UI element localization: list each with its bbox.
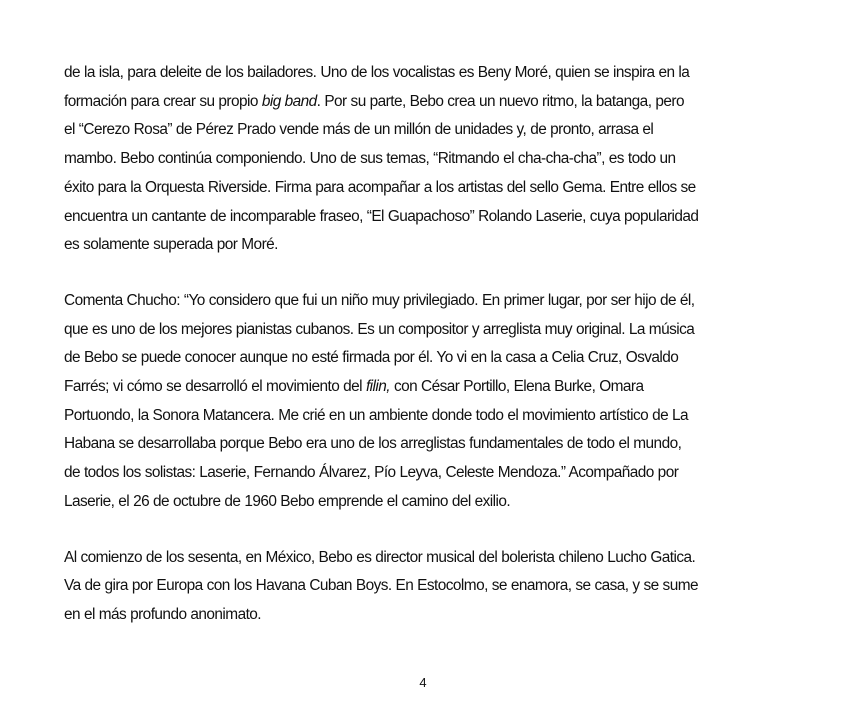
text-run: en el más profundo anonimato. xyxy=(64,605,262,623)
paragraph-line xyxy=(64,402,794,431)
text-run: Al comienzo de los sesenta, en México, Bebo es director musical del bolerista chileno Lucho Gatica. xyxy=(64,548,696,566)
text-run: formación para crear su propio xyxy=(64,92,262,110)
paragraph-line xyxy=(64,459,794,488)
text-run: el “Cerezo Rosa” de Pérez Prado vende más de un millón de unidades y, de pronto, arrasa el xyxy=(64,121,654,139)
document-body xyxy=(64,59,794,630)
text-run: Laserie, el 26 de octubre de 1960 Bebo emprende el camino del exilio. xyxy=(64,492,511,510)
paragraph-line xyxy=(64,430,794,459)
italic-term: filin, xyxy=(365,378,391,396)
paragraph-line xyxy=(64,231,794,260)
text-run: Portuondo, la Sonora Matancera. Me crié en un ambiente donde todo el movimiento artístico de La xyxy=(64,406,689,424)
text-run: de la isla, para deleite de los bailadores. Uno de los vocalistas es Beny Moré, quien se inspira en la xyxy=(64,64,690,81)
text-run: Habana se desarrollaba porque Bebo era uno de los arreglistas fundamentales de todo el mundo, xyxy=(64,435,682,453)
paragraph-line xyxy=(64,116,794,145)
paragraph-line xyxy=(64,203,794,232)
text-run: Va de gira por Europa con los Havana Cuban Boys. En Estocolmo, se enamora, se casa, y se sume xyxy=(64,577,698,595)
text-run: de todos los solistas: Laserie, Fernando Álvarez, Pío Leyva, Celeste Mendoza.” Acompañado por xyxy=(64,464,679,482)
paragraph-3 xyxy=(64,544,794,630)
paragraph-2 xyxy=(64,287,794,517)
italic-term: big band xyxy=(261,92,317,110)
text-run: es solamente superada por Moré. xyxy=(64,236,278,254)
text-run: Farrés; vi cómo se desarrolló el movimiento del xyxy=(64,378,366,396)
text-run: Comenta Chucho: “Yo considero que fui un niño muy privilegiado. En primer lugar, por ser hijo de él, xyxy=(64,291,695,309)
paragraph-line xyxy=(64,601,794,630)
paragraph-line xyxy=(64,488,794,517)
text-run: éxito para la Orquesta Riverside. Firma para acompañar a los artistas del sello Gema. Entre ellos se xyxy=(64,178,696,196)
paragraph-line xyxy=(64,316,794,345)
text-run: de Bebo se puede conocer aunque no esté firmada por él. Yo vi en la casa a Celia Cruz, Osvaldo xyxy=(64,349,679,367)
paragraph-line xyxy=(64,344,794,373)
text-run: mambo. Bebo continúa componiendo. Uno de sus temas, “Ritmando el cha-cha-cha”, es todo un xyxy=(64,150,676,168)
paragraph-line xyxy=(64,174,794,203)
text-run: que es uno de los mejores pianistas cubanos. Es un compositor y arreglista muy original. La música xyxy=(64,320,695,338)
paragraph-line xyxy=(64,544,794,573)
text-run: con César Portillo, Elena Burke, Omara xyxy=(390,378,644,396)
paragraph-line xyxy=(64,287,794,316)
paragraph-line xyxy=(64,59,794,88)
paragraph-1 xyxy=(64,59,794,260)
paragraph-line xyxy=(64,572,794,601)
paragraph-line xyxy=(64,88,794,117)
text-run: encuentra un cantante de incomparable fraseo, “El Guapachoso” Rolando Laserie, cuya popularidad xyxy=(64,207,699,225)
paragraph-line xyxy=(64,145,794,174)
text-run: . Por su parte, Bebo crea un nuevo ritmo, la batanga, pero xyxy=(316,92,684,110)
page-number: 4 xyxy=(419,675,427,690)
paragraph-line xyxy=(64,373,794,402)
